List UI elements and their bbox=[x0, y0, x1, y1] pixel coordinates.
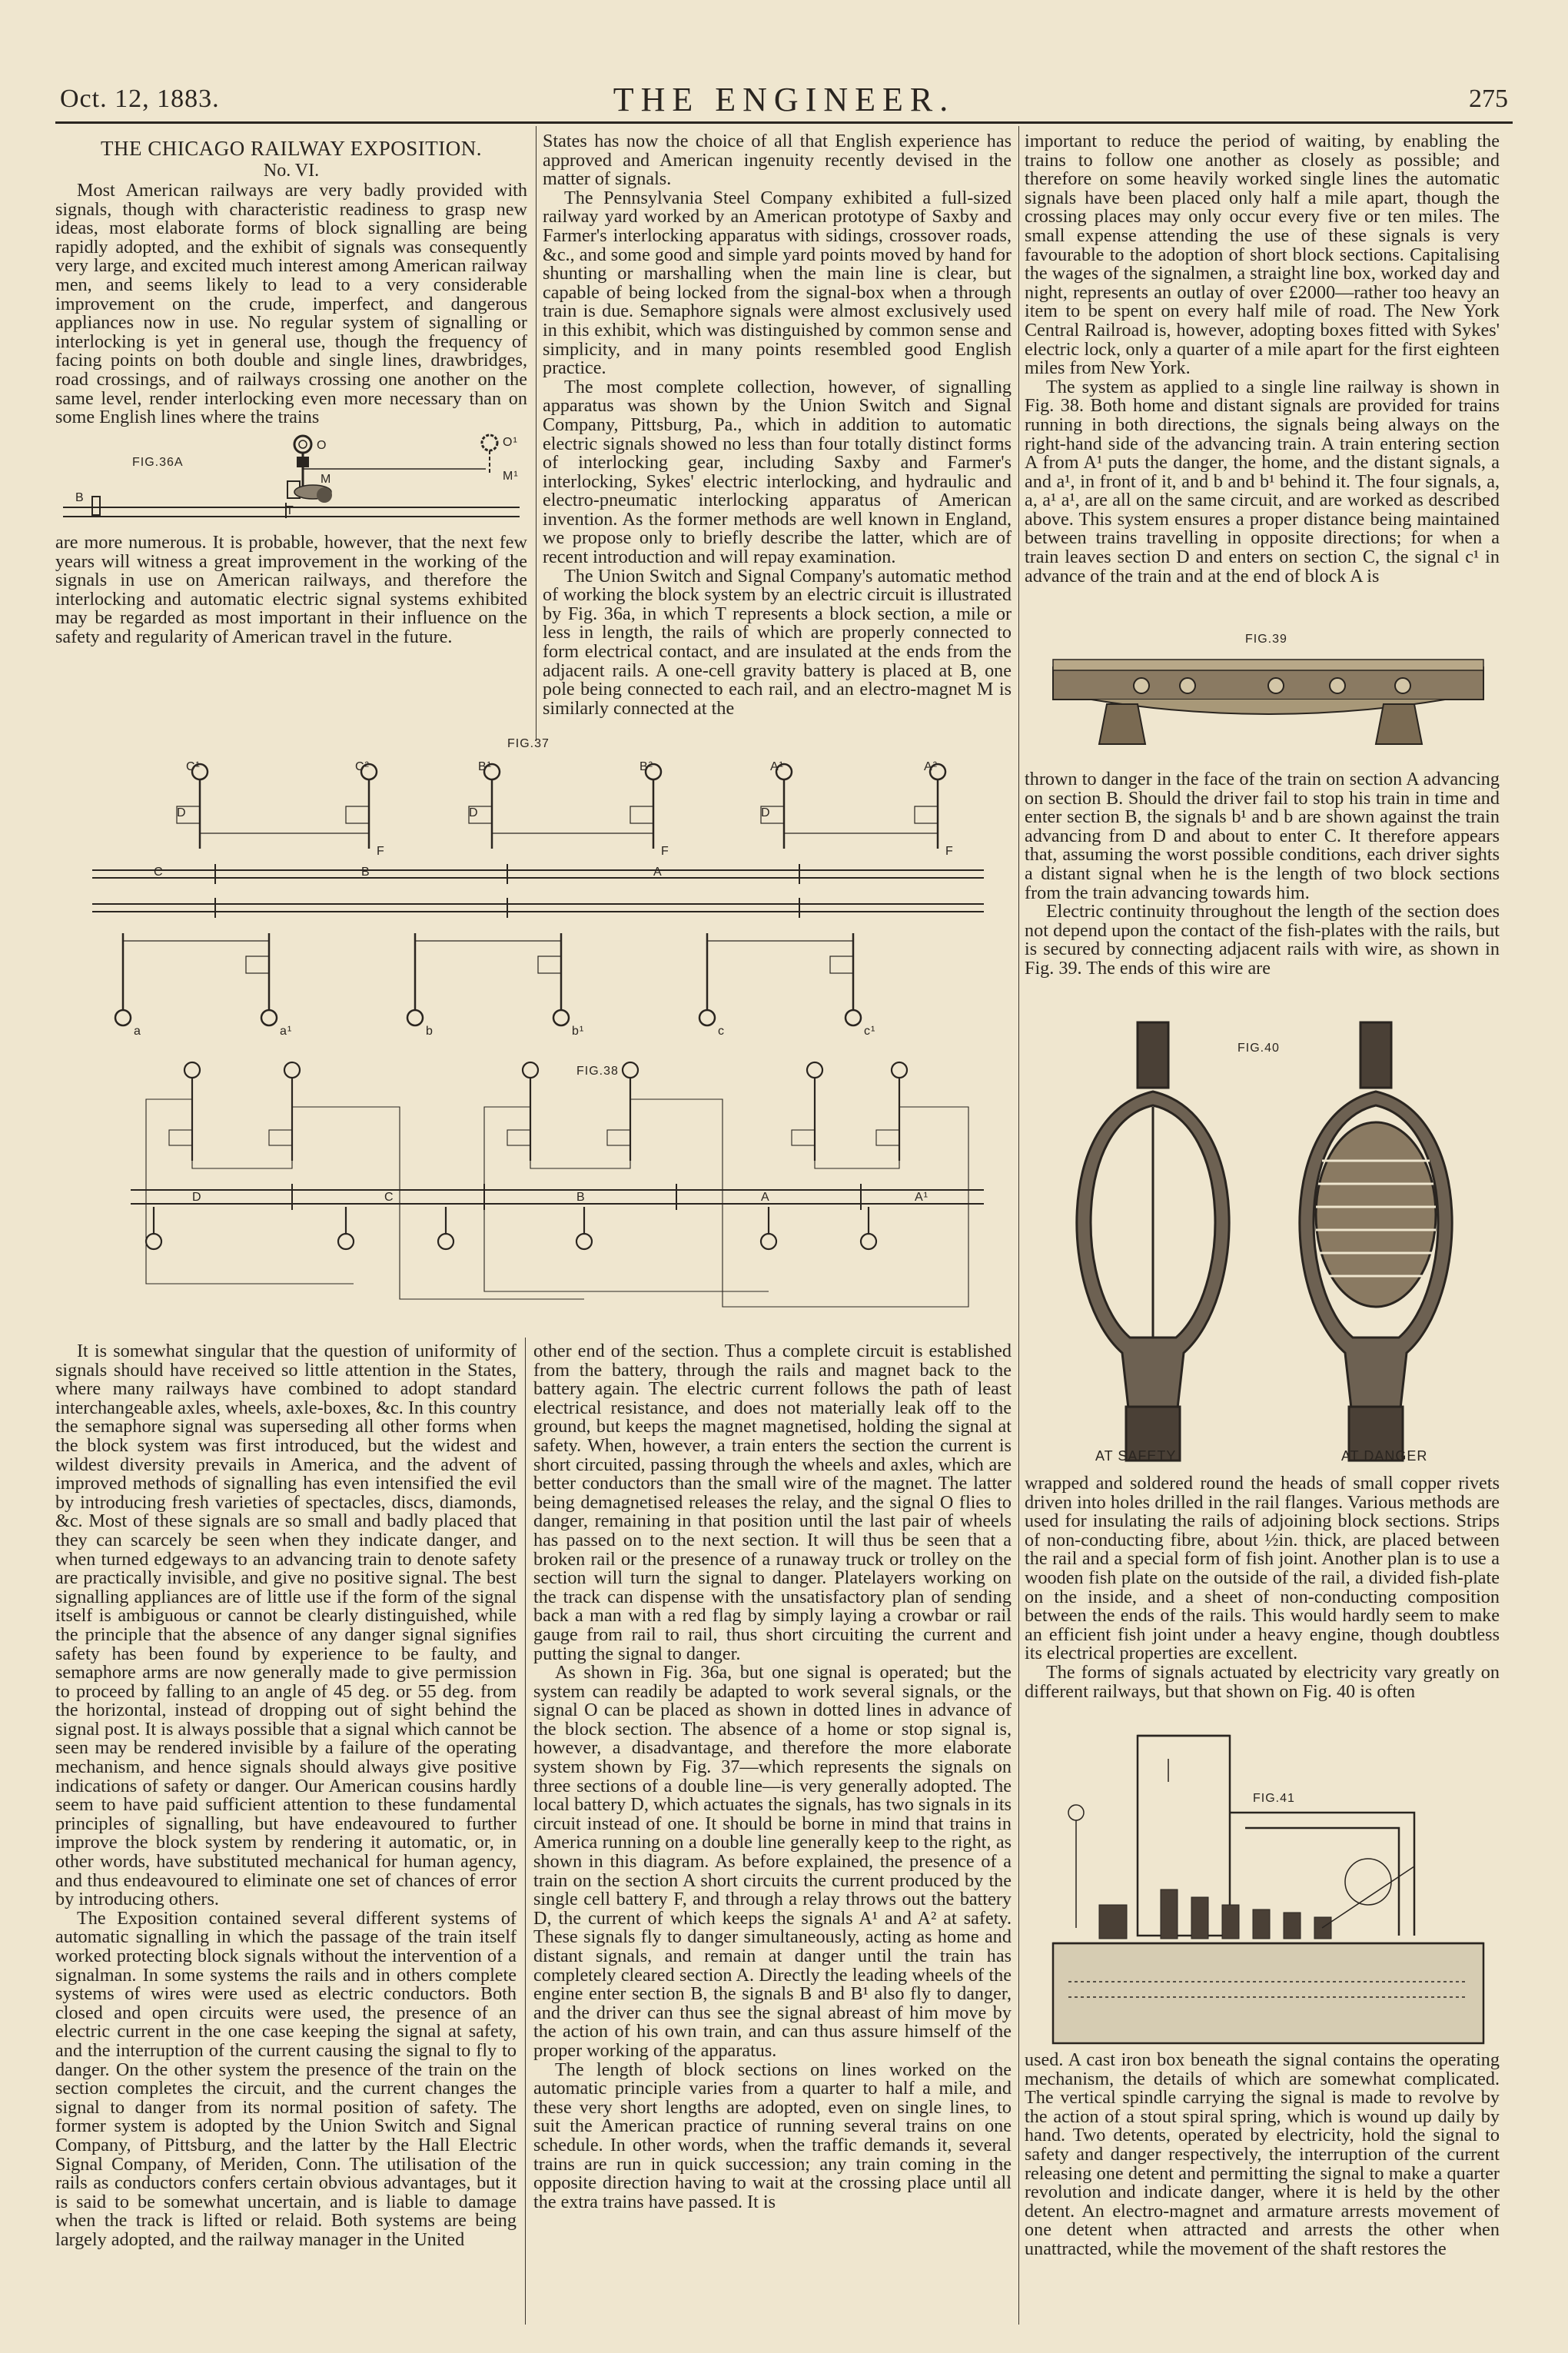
column-3-bottom bbox=[1025, 2051, 1500, 2259]
paragraph: The most complete collection, however, of signalling apparatus was shown by the Union Switch and Signal Company, Pittsburg, Pa., which in addition to automatic electric signals showed no less than four totally distinct forms of interlocking gear, including Saxby and Farmer's interlocking, Sykes' electric interlocking, and hydraulic and electro-pneumatic interlocking apparatus of American invention. As the former methods are well known in England, we propose only to briefly describe the latter, which are of recent introduction and will repay examination. bbox=[543, 376, 1012, 568]
svg-text:b¹: b¹ bbox=[572, 1025, 585, 1038]
svg-text:a: a bbox=[134, 1025, 141, 1038]
column-2-top bbox=[543, 132, 1012, 718]
paragraph: important to reduce the period of waiting, by enabling the trains to follow one another as closely as possible; and therefore on some heavily worked single lines the automatic signals have been placed only half a mile apart, though the crossing places may only occur every five or ten miles. The small expense attending the use of these signals is very favourable to the adoption of short block sections. Capitalising the wages of the signalmen, a straight line box, worked day and night, represents an outlay of over £2000—rather too heavy an item to be spent on every half mile of road. The New York Central Railroad is, however, adopting boxes fitted with Sykes' electric lock, only a quarter of a mile apart for the first eighteen miles from New York. bbox=[1025, 131, 1500, 379]
svg-text:F: F bbox=[661, 845, 669, 858]
svg-text:b: b bbox=[426, 1025, 434, 1038]
column-rule-3 bbox=[525, 1338, 526, 2325]
svg-text:C: C bbox=[384, 1191, 394, 1204]
article-number: No. VI. bbox=[263, 161, 320, 181]
svg-text:D: D bbox=[192, 1191, 202, 1204]
paragraph: other end of the section. Thus a complete circuit is established from the battery, through the rails and magnet back to the battery again. The electric current follows the path of least electrical resistance, and does not materially leak off to the ground, but keeps the magnet magnetised, holding the signal at safety. When, however, a train enters the section the current is short circuited, passing through the wheels and axles, which are better conductors than the small wire of the magnet. The latter being demagnetised releases the relay, and the signal O flies to danger, remaining in that position until the last pair of wheels has passed on to the next section. It will thus be seen that a broken rail or the presence of a runaway truck or trolley on the section will turn the signal to danger. Platelayers working on the track can dispense with the unsatisfactory plan of sending back a man with a red flag by simply laying a crowbar or rail gauge from rail to rail, thus short circuiting the current and putting the signal to danger. bbox=[533, 1341, 1012, 1664]
svg-text:B: B bbox=[75, 491, 85, 504]
figure-36a bbox=[55, 421, 527, 521]
fig36a-caption: FIG.36A bbox=[132, 456, 184, 469]
column-3-low bbox=[1025, 1474, 1500, 1701]
fig41-caption: FIG.41 bbox=[1253, 1792, 1295, 1805]
svg-text:M¹: M¹ bbox=[503, 470, 519, 483]
paragraph: It is somewhat singular that the question of uniformity of signals should have received so little attention in the States, where many railways have combined to adopt standard interchangeable axles, wheels, axle-boxes, &c. In this country the semaphore signal was superseding all other forms when the block system was first introduced, but the widest and wildest diversity prevails in America, and the advent of improved methods of signalling has even intensified the evil by introducing fresh varieties of spectacles, discs, diamonds, &c. Most of these signals are so small and badly placed that they can scarcely be seen when they indicate danger, and when turned edgeways to an advancing train to denote safety are practically invisible, and give no positive signal. The best signalling appliances are of little use if the form of the signal itself is ambiguous or cannot be clearly distinguished, while the principle that the absence of any danger signal signifies safety has been found by experience to be faulty, and semaphore arms are now generally made to give permission to proceed by falling to an angle of 45 deg. or 55 deg. from the horizontal, instead of dropping out of sight behind the signal post. It is always possible that a signal which cannot be seen may be rendered invisible by a failure of the operating mechanism, and hence signals should always give positive indications of safety or danger. Our American cousins hardly seem to have paid sufficient attention to these fundamental principles of signalling, but have endeavoured to further improve the block system by rendering it automatic, or, in other words, have substituted mechanical for human agency, and thus endeavoured to eliminate one set of chances of error by introducing others. bbox=[55, 1341, 517, 1910]
svg-text:T: T bbox=[286, 504, 294, 517]
header-rule bbox=[55, 121, 1513, 124]
column-1-mid bbox=[55, 533, 527, 647]
svg-text:O¹: O¹ bbox=[503, 436, 518, 449]
fig37-caption: FIG.37 bbox=[507, 737, 550, 750]
column-2-bottom bbox=[533, 1342, 1012, 2212]
paragraph: As shown in Fig. 36a, but one signal is operated; but the system can readily be adapted to work several signals, or the signal O can be placed as shown in dotted lines in advance of the block section. The absence of a home or stop signal is, however, a disadvantage, and therefore the more elaborate system shown by Fig. 37—which represents the signals on three sections of a double line—is very generally adopted. The local battery D, which actuates the signals, has two signals in its circuit instead of one. It should be borne in mind that trains in America running on a double line generally keep to the right, as shown in this diagram. As before explained, the presence of a train on the section A short circuits the current produced by the single cell battery F, and through a relay throws out the battery D, the current of which keeps the signals A¹ and A² at safety. These signals fly to danger simultaneously, acting as home and distant signals, and remain at danger until the train has completely cleared section A. Directly the leading wheels of the engine enter section B, the signals B and B¹ also fly to danger, and the driver can thus see the signal abreast of him move by the action of his own train, and can thus assure himself of the proper working of the apparatus. bbox=[533, 1662, 1012, 2061]
column-3-top bbox=[1025, 132, 1500, 586]
svg-text:c¹: c¹ bbox=[864, 1025, 876, 1038]
svg-text:A²: A² bbox=[924, 760, 938, 773]
paragraph: The forms of signals actuated by electricity vary greatly on different railways, but that shown on Fig. 40 is often bbox=[1025, 1661, 1500, 1702]
svg-text:D: D bbox=[177, 806, 187, 819]
paragraph: used. A cast iron box beneath the signal contains the operating mechanism, the details of which are somewhat complicated. The vertical spindle carrying the signal is made to revolve by the action of a stout spiral spring, which is wound up daily by hand. Two detents, operated by electricity, hold the signal to safety and danger respectively, the interruption of the current releasing one detent and permitting the signal to make a quarter revolution and indicate danger, where it is held by the other detent. An electro-magnet and armature arrests movement of one detent when attracted and arrests the other when unattracted, while the movement of the shaft restores the bbox=[1025, 2049, 1500, 2259]
column-rule-1 bbox=[536, 126, 537, 741]
fig40-caption: FIG.40 bbox=[1237, 1042, 1280, 1055]
figure-37 bbox=[61, 733, 1012, 1041]
svg-text:C¹: C¹ bbox=[186, 760, 201, 773]
figure-41 bbox=[1045, 1728, 1491, 2051]
svg-text:B²: B² bbox=[639, 760, 653, 773]
paragraph: The Union Switch and Signal Company's automatic method of working the block system by an electric circuit is illustrated by Fig. 36a, in which T represents a block section, a mile or less in length, the rails of which are properly connected to form electrical contact, and are insulated at the ends from the adjacent rails. A one-cell gravity battery is placed at B, one pole being connected to each rail, and an electro-magnet M is similarly connected at the bbox=[543, 565, 1012, 719]
svg-text:A: A bbox=[653, 866, 663, 879]
svg-text:C²: C² bbox=[355, 760, 370, 773]
paragraph: States has now the choice of all that English experience has approved and American ingenuity recently devised in the matter of signals. bbox=[543, 131, 1012, 190]
column-1-bottom bbox=[55, 1342, 517, 2250]
svg-text:F: F bbox=[945, 845, 954, 858]
svg-text:B: B bbox=[361, 866, 370, 879]
fig39-caption: FIG.39 bbox=[1245, 633, 1287, 646]
svg-text:A: A bbox=[761, 1191, 770, 1204]
fig40-safety-label: AT SAFETY bbox=[1095, 1448, 1177, 1464]
paragraph: The length of block sections on lines worked on the automatic principle varies from a quarter to half a mile, and these very short lengths are adopted, even on single lines, to suit the American practice of running several trains on one schedule. In other words, when the traffic demands it, several trains are run in quick succession; any train coming in the opposite direction having to wait at the crossing place until all the extra trains have passed. It is bbox=[533, 2059, 1012, 2212]
column-3-mid bbox=[1025, 770, 1500, 979]
column-rule-2 bbox=[1018, 126, 1019, 2325]
svg-text:a¹: a¹ bbox=[280, 1025, 293, 1038]
paragraph: thrown to danger in the face of the train on section A advancing on section B. Should the driver fail to stop his train in time and enter section B, the signals b¹ and b are shown against the train advancing from D and about to enter C. It therefore appears that, assuming the worst possible conditions, each driver sights a distant signal when he is the length of two block sections from the train advancing towards him. bbox=[1025, 769, 1500, 903]
svg-text:A¹: A¹ bbox=[915, 1191, 929, 1204]
paragraph: wrapped and soldered round the heads of small copper rivets driven into holes drilled in the rail flanges. Various methods are used for insulating the rails of adjoining block sections. Strips of non-conducting fibre, about ½in. thick, are placed between the rail and a special form of fish joint. Another plan is to use a wooden fish plate on the outside of the rail, a divided fish-plate on the inside, and a sheet of non-conducting composition between the ends of the rails. This would hardly seem to make an efficient fish joint under a heavy engine, though doubtless its electrical properties are excellent. bbox=[1025, 1473, 1500, 1664]
svg-text:B: B bbox=[576, 1191, 586, 1204]
column-1-top bbox=[55, 132, 527, 427]
svg-text:D: D bbox=[469, 806, 479, 819]
svg-text:O: O bbox=[317, 439, 327, 452]
paragraph: The Pennsylvania Steel Company exhibited a full-sized railway yard worked by an American prototype of Saxby and Farmer's interlocking apparatus with sidings, crossover roads, &c., and some good and simple yard points moved by hand for shunting or marshalling when the main line is clear, but capable of being locked from the signal-box when a through train is due. Semaphore signals were almost exclusively used in this exhibit, which was distinguished by common sense and simplicity, and in many points resembled good English practice. bbox=[543, 187, 1012, 379]
masthead-title: THE ENGINEER. bbox=[613, 81, 955, 118]
svg-text:C: C bbox=[154, 866, 164, 879]
issue-date: Oct. 12, 1883. bbox=[60, 85, 220, 113]
paragraph: Electric continuity throughout the length of the section does not depend upon the contact of the fish-plates with the rails, but is secured by connecting adjacent rails with wire, as shown in Fig. 39. The ends of this wire are bbox=[1025, 901, 1500, 979]
figure-38 bbox=[123, 1053, 992, 1314]
article-title: THE CHICAGO RAILWAY EXPOSITION. bbox=[101, 137, 482, 160]
paragraph: The Exposition contained several different systems of automatic signalling in which the passage of the train itself worked protecting block signals without the intervention of a signalman. In some systems the rails and in others complete systems of wires were used as electric conductors. Both closed and open circuits were used, the presence of an electric current in the one case keeping the signal at safety, and the interruption of the current causing the signal to fly to danger. On the other system the presence of the train on the section completes the circuit, and the current changes the signal to danger from its normal position of safety. The former system is adopted by the Union Switch and Signal Company, of Pittsburg, and the latter by the Hall Electric Signal Company, of Meriden, Conn. The utilisation of the rails as conductors confers certain obvious advantages, but it is said to be somewhat uncertain, and is liable to damage when the track is lifted or relaid. Both systems are being largely adopted, and the railway manager in the United bbox=[55, 1907, 517, 2250]
paragraph: are more numerous. It is probable, however, that the next few years will witness a great improvement in the working of the signals in use on American railways, and therefore the interlocking and automatic electric signal systems exhibited may be regarded as most important in their influence on the safety and regularity of American travel in the future. bbox=[55, 532, 527, 647]
svg-text:B¹: B¹ bbox=[478, 760, 492, 773]
paragraph: The system as applied to a single line railway is shown in Fig. 38. Both home and distant signals are provided for trains running in both directions, the signals being always on the right-hand side of the advancing train. A train entering section A from A¹ puts the danger, the home, and the distant signals, a and a¹, in front of it, and b and b¹ behind it. The four signals, a, a, a¹ a¹, are all on the same circuit, and are worked as described above. This system ensures a proper distance being maintained between trains travelling in opposite directions; for when a train leaves section D and enters on section C, the signal c¹ in advance of the train and at the end of block A is bbox=[1025, 376, 1500, 587]
page-number: 275 bbox=[1469, 85, 1508, 113]
fig38-caption: FIG.38 bbox=[576, 1065, 619, 1078]
svg-text:D: D bbox=[761, 806, 771, 819]
paragraph: Most American railways are very badly provided with signals, though with characteristic readiness to grasp new ideas, most elaborate forms of block signalling are being rapidly adopted, and the exhibit of signals was consequently very large, and excited much interest among American railway men, and seems likely to lead to a very considerable improvement on the crude, imperfect, and dangerous appliances now in use. No regular system of signalling or interlocking is yet in general use, though the frequency of facing points on both double and single lines, drawbridges, road crossings, and of railways crossing one another on the same level, render interlocking even more necessary than on some English lines where the trains bbox=[55, 180, 527, 428]
figure-40 bbox=[1038, 1007, 1491, 1468]
svg-text:F: F bbox=[377, 845, 385, 858]
svg-text:M: M bbox=[321, 473, 332, 486]
fig40-danger-label: AT DANGER bbox=[1341, 1448, 1428, 1464]
svg-text:A¹: A¹ bbox=[770, 760, 784, 773]
svg-text:c: c bbox=[718, 1025, 725, 1038]
figure-39 bbox=[1045, 629, 1491, 761]
